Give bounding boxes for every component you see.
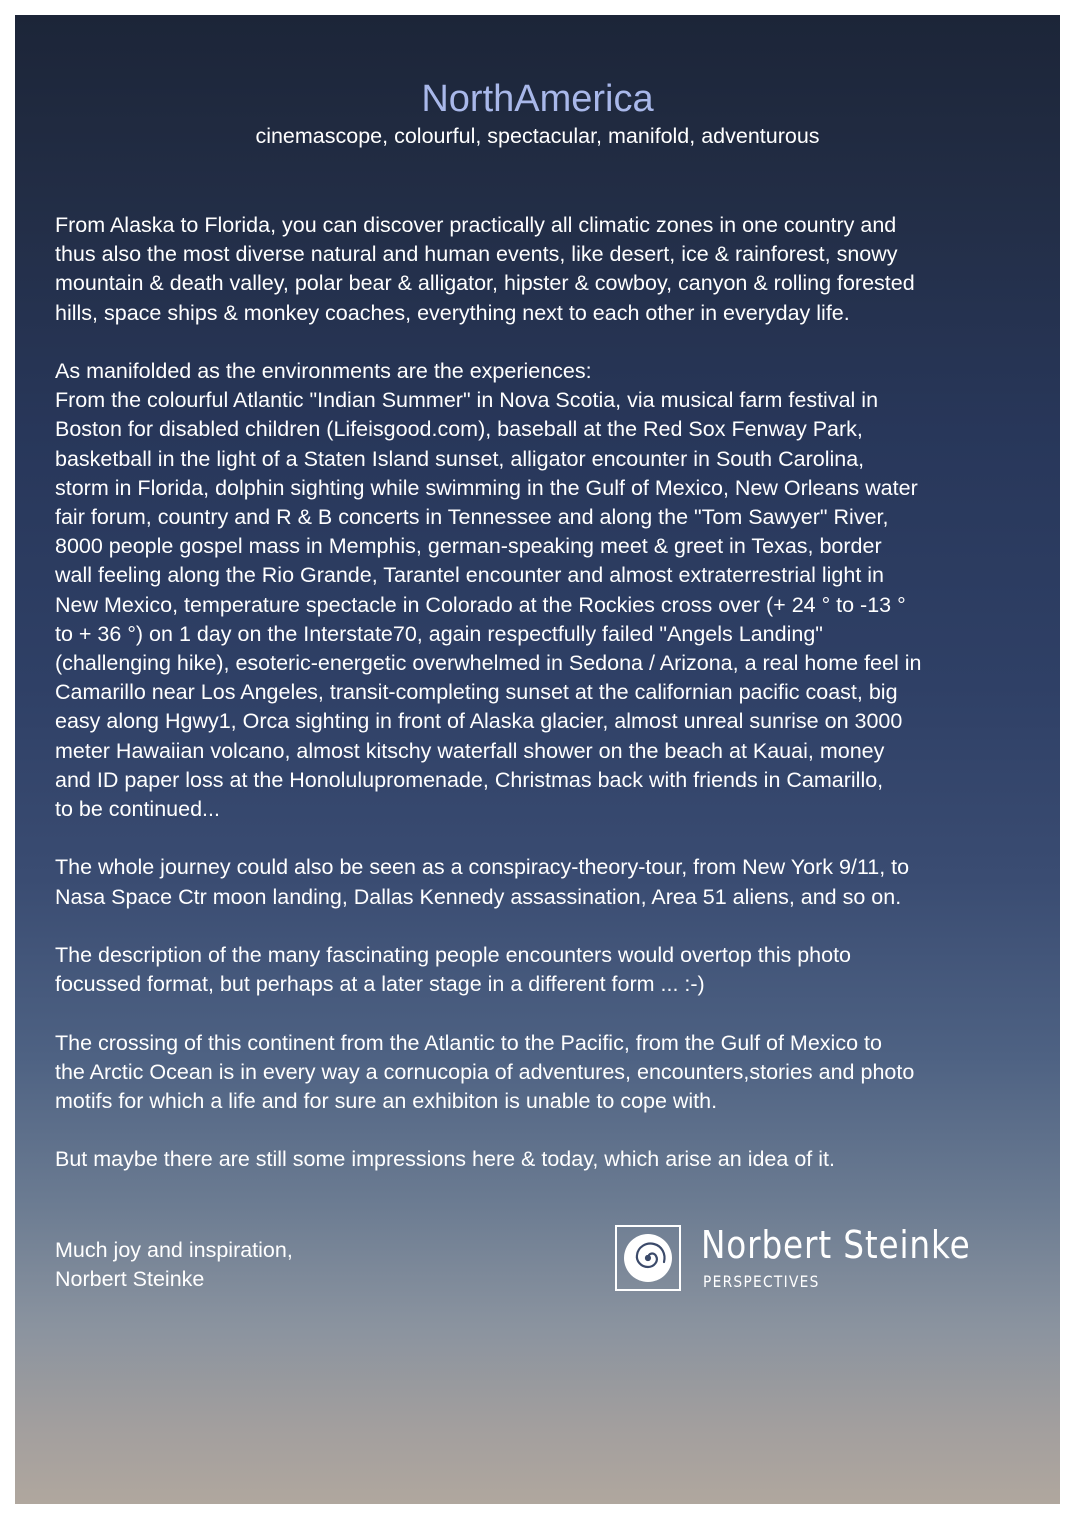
text-line: basketball in the light of a Staten Island sunset, alligator encounter in South Carolina,: [55, 446, 865, 471]
poster: [15, 15, 1060, 1504]
text-line: Nasa Space Ctr moon landing, Dallas Kennedy assassination, Area 51 aliens, and so on.: [55, 884, 902, 909]
text-line: motifs for which a life and for sure an exhibiton is unable to cope with.: [55, 1089, 718, 1114]
text-line: the Arctic Ocean is in every way a cornucopia of adventures, encounters,stories and photo: [55, 1059, 915, 1084]
text-line: thus also the most diverse natural and human events, like desert, ice & rainforest, snowy: [55, 242, 898, 267]
spiral-shell-icon: [615, 1225, 681, 1291]
text-line: New Mexico, temperature spectacle in Colorado at the Rockies cross over (+ 24 ° to -13 °: [55, 592, 906, 617]
text-line: focussed format, but perhaps at a later stage in a different form ... :-): [55, 972, 705, 997]
signoff: [55, 1236, 293, 1294]
logo-tagline: PERSPECTIVES: [703, 1272, 820, 1291]
text-line: mountain & death valley, polar bear & alligator, hipster & cowboy, canyon & rolling forested: [55, 271, 915, 296]
text-line: The crossing of this continent from the Atlantic to the Pacific, from the Gulf of Mexico to: [55, 1030, 882, 1055]
page-title: NorthAmerica: [421, 78, 654, 120]
paragraph: [55, 211, 1055, 328]
text-line: fair forum, country and R & B concerts in Tennessee and along the "Tom Sawyer" River,: [55, 505, 889, 530]
text-line: But maybe there are still some impressions here & today, which arise an idea of it.: [55, 1147, 835, 1172]
paragraph: [55, 941, 1055, 999]
text-line: meter Hawaiian volcano, almost kitschy waterfall shower on the beach at Kauai, money: [55, 738, 885, 763]
text-line: easy along Hgwy1, Orca sighting in front of Alaska glacier, almost unreal sunrise on 3000: [55, 709, 903, 734]
text-line: From Alaska to Florida, you can discover practically all climatic zones in one country and: [55, 213, 897, 237]
logo: [615, 1225, 1015, 1305]
paragraph: [55, 1029, 1055, 1117]
text-line: to + 36 °) on 1 day on the Interstate70, again respectfully failed "Angels Landing": [55, 621, 823, 646]
text-line: and ID paper loss at the Honolulupromenade, Christmas back with friends in Camarillo,: [55, 767, 884, 792]
signoff-name: Norbert Steinke: [55, 1267, 205, 1292]
text-line: The whole journey could also be seen as a conspiracy-theory-tour, from New York 9/11, to: [55, 855, 910, 880]
paragraph: [55, 357, 1055, 824]
page-subtitle: cinemascope, colourful, spectacular, manifold, adventurous: [255, 124, 820, 148]
paragraph: [55, 1145, 1055, 1174]
text-line: Boston for disabled children (Lifeisgood.com), baseball at the Red Sox Fenway Park,: [55, 417, 863, 442]
text-line: The description of the many fascinating people encounters would overtop this photo: [55, 943, 851, 968]
signoff-greeting: Much joy and inspiration,: [55, 1238, 293, 1262]
paragraph: [55, 853, 1055, 911]
text-line: As manifolded as the environments are the experiences:: [55, 359, 592, 383]
text-line: From the colourful Atlantic "Indian Summer" in Nova Scotia, via musical farm festival in: [55, 388, 879, 413]
body-text: [55, 211, 1055, 1204]
text-line: to be continued...: [55, 797, 220, 822]
text-line: (challenging hike), esoteric-energetic overwhelmed in Sedona / Arizona, a real home feel in: [55, 651, 922, 676]
text-line: 8000 people gospel mass in Memphis, german-speaking meet & greet in Texas, border: [55, 534, 882, 559]
text-line: Camarillo near Los Angeles, transit-completing sunset at the californian pacific coast, big: [55, 680, 898, 705]
logo-name: Norbert Steinke: [701, 1223, 971, 1267]
text-line: storm in Florida, dolphin sighting while swimming in the Gulf of Mexico, New Orleans water: [55, 475, 918, 500]
text-line: wall feeling along the Rio Grande, Tarantel encounter and almost extraterrestrial light in: [55, 563, 885, 588]
text-line: hills, space ships & monkey coaches, everything next to each other in everyday life.: [55, 300, 850, 325]
